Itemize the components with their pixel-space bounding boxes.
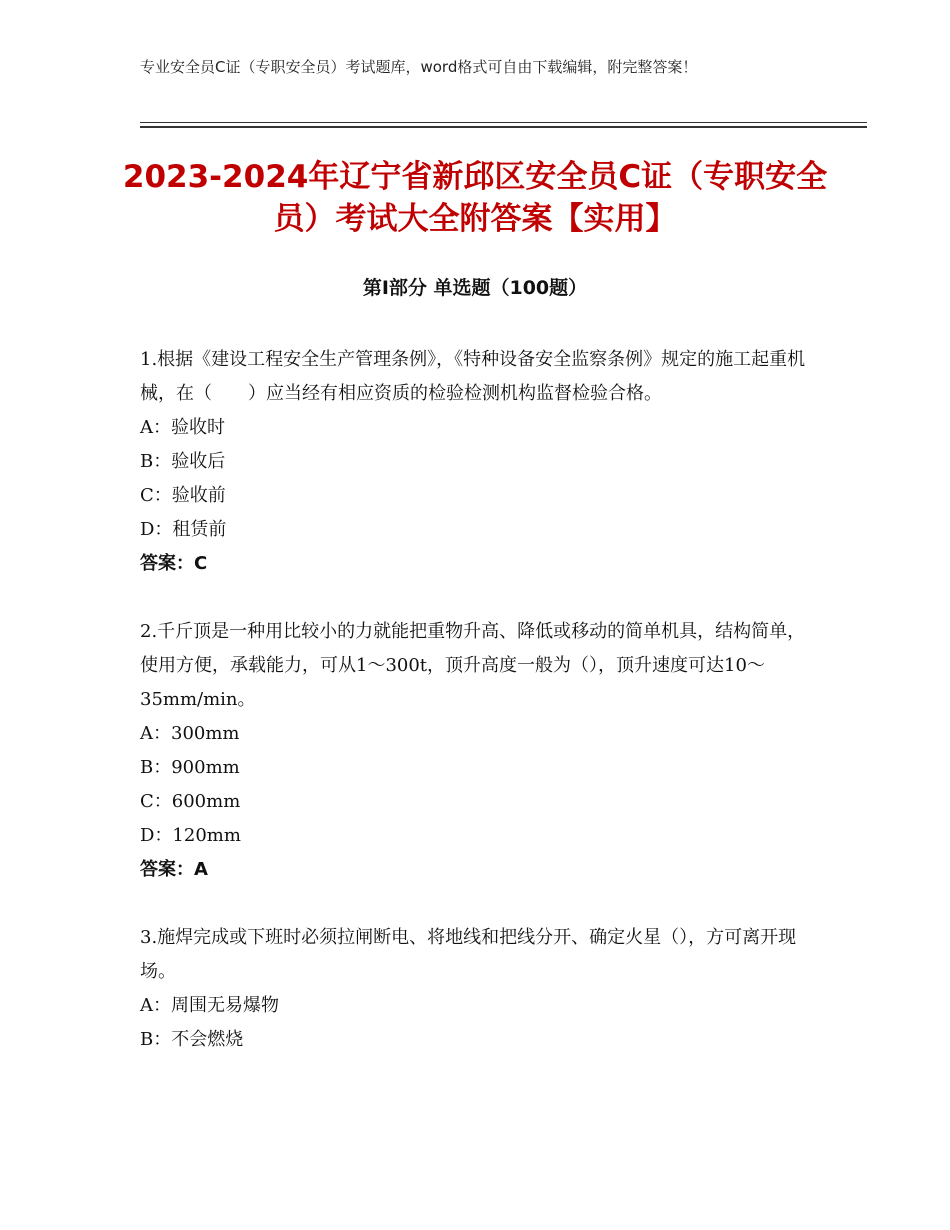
option-a: A：300mm (140, 723, 240, 744)
header-rule-thick (140, 126, 867, 128)
question-text: 1.根据《建设工程安全生产管理条例》，《特种设备安全监察条例》规定的施工起重机械，在（ ）应当经有相应资质的检验检测机构监督检验合格。 (140, 349, 806, 404)
question-text: 2.千斤顶是一种用比较小的力就能把重物升高、降低或移动的简单机具，结构简单，使用方便，承载能力，可从1～300t，顶升高度一般为（），顶升速度可达10～35mm/min。 (140, 621, 806, 710)
section-title: 第Ⅰ部分 单选题（100题） (362, 277, 588, 299)
option-c: C：600mm (140, 791, 241, 812)
question-2 (140, 615, 808, 887)
option-d: D：120mm (140, 825, 241, 846)
header-rule-thin (140, 122, 867, 123)
answer: 答案：C (140, 553, 208, 574)
option-d: D：租赁前 (140, 519, 227, 540)
question-text: 3.施焊完成或下班时必须拉闸断电、将地线和把线分开、确定火星（），方可离开现场。 (140, 927, 797, 982)
question-list (140, 343, 808, 1091)
option-c: C：验收前 (140, 485, 226, 506)
option-b: B：不会燃烧 (140, 1029, 244, 1050)
answer: 答案：A (140, 859, 208, 880)
option-a: A：周围无易爆物 (140, 995, 279, 1016)
question-3 (140, 921, 808, 1057)
question-1 (140, 343, 808, 581)
option-a: A：验收时 (140, 417, 225, 438)
option-b: B：900mm (140, 757, 240, 778)
page-header: 专业安全员C证（专职安全员）考试题库，word格式可自由下载编辑，附完整答案！ (140, 58, 698, 76)
option-b: B：验收后 (140, 451, 226, 472)
document-title: 2023-2024年辽宁省新邱区安全员C证（专职安全员）考试大全附答案【实用】 (122, 159, 828, 237)
